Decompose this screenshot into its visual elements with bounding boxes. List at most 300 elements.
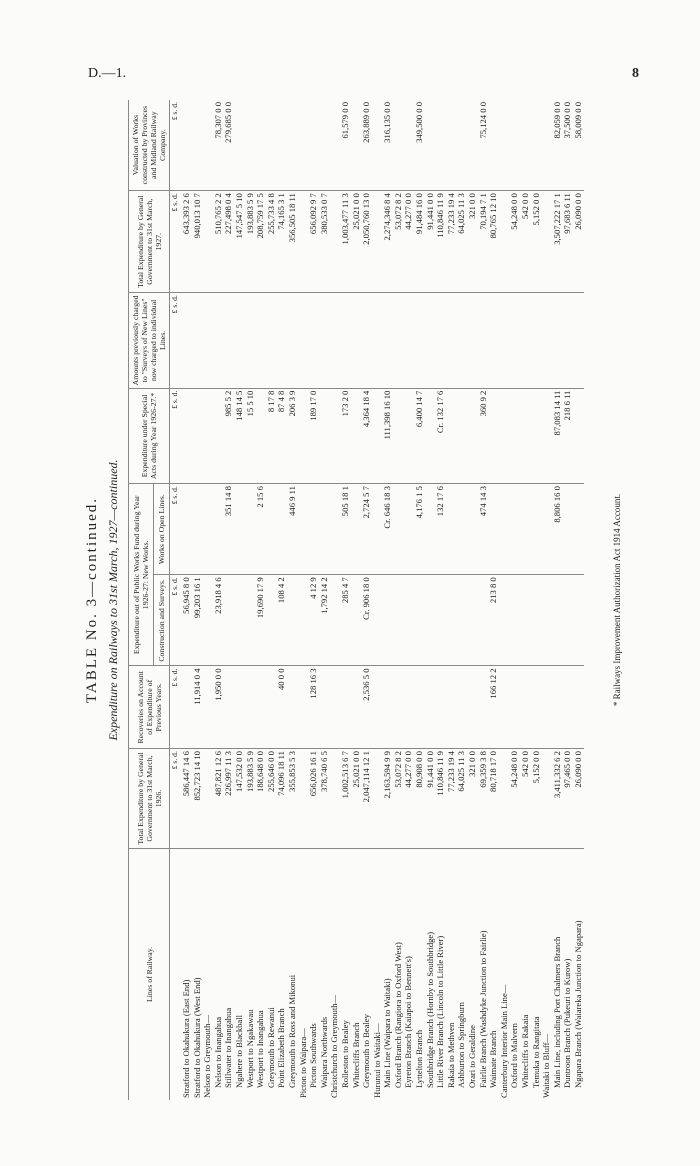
- railway-line-label: Stratford to Okahukura (West End): [191, 977, 202, 1098]
- cell-construction: [403, 575, 414, 666]
- cell-total-1927: 227,498 0 4: [223, 191, 234, 293]
- table-row: [531, 100, 542, 1100]
- cell-works-open: Cr. 646 18 3: [382, 484, 393, 575]
- cell-works-open: [213, 484, 224, 575]
- cell-valuation: [403, 100, 414, 191]
- col-recoveries: Recoveries on Account of Expenditure of Previous Years.: [129, 666, 170, 749]
- cell-works-open: [372, 484, 383, 575]
- table-row: [478, 100, 489, 1100]
- cell-charged: [245, 293, 256, 388]
- cell-recoveries: [552, 666, 563, 749]
- cell-charged: [382, 293, 393, 388]
- page-number: 8: [632, 66, 639, 81]
- cell-valuation: [531, 100, 542, 191]
- cell-total-1926: [499, 749, 510, 849]
- cell-total-1926: 1,002,513 6 7: [340, 749, 351, 849]
- cell-special: [181, 388, 192, 483]
- cell-construction: [245, 575, 256, 666]
- cell-recoveries: [202, 666, 213, 749]
- cell-total-1927: 2,274,346 8 4: [382, 191, 393, 293]
- cell-total-1927: [372, 191, 383, 293]
- cell-valuation: [541, 100, 552, 191]
- units-row: [170, 100, 182, 1100]
- cell-special: [351, 388, 362, 483]
- table-title: TABLE No. 3—continued.: [84, 496, 100, 704]
- cell-construction: [541, 575, 552, 666]
- col-special: Expenditure under Special Acts during Year 1926-27.*: [129, 388, 170, 483]
- cell-construction: [382, 575, 393, 666]
- footnote: * Railways Improvement Authorization Act 1914 Account.: [612, 493, 622, 707]
- railway-line-label: Duntroon Branch (Pukeuri to Kurow): [562, 958, 573, 1088]
- cell-works-open: [234, 484, 245, 575]
- railway-line-label: Nelson to Greymouth—: [202, 1014, 213, 1098]
- cell-total-1926: 188,648 0 0: [255, 749, 266, 849]
- railway-line-label: Ngapara Branch (Waiareka Junction to Ngapara): [572, 920, 583, 1088]
- page-reference: D.—1.: [88, 66, 127, 81]
- cell-construction: [520, 575, 531, 666]
- cell-works-open: [308, 484, 319, 575]
- cell-recoveries: [509, 666, 520, 749]
- cell-works-open: [488, 484, 499, 575]
- cell-construction: 4 12 9: [308, 575, 319, 666]
- cell-total-1926: 193,883 5 9: [245, 749, 256, 849]
- cell-charged: [573, 293, 584, 388]
- units-label: £ s. d.: [170, 484, 182, 575]
- cell-construction: 56,945 8 0: [181, 575, 192, 666]
- cell-special: [403, 388, 414, 483]
- cell-total-1927: [499, 191, 510, 293]
- table-row: [276, 100, 287, 1100]
- cell-valuation: [351, 100, 362, 191]
- railway-line-label: Rakaia to Methven: [445, 1022, 456, 1088]
- railway-line-label: Point Elizabeth Branch: [276, 1008, 287, 1088]
- railway-line-label: Oxford Branch (Rangiora to Oxford West): [392, 942, 403, 1088]
- table-row: [255, 100, 266, 1100]
- cell-works-open: 474 14 3: [478, 484, 489, 575]
- table-row: [351, 100, 362, 1100]
- railway-line-label: Waimate Branch: [488, 1030, 499, 1088]
- cell-construction: [298, 575, 309, 666]
- cell-total-1927: 147,547 5 10: [234, 191, 245, 293]
- railway-line-label: Picton to Waipara—: [297, 1028, 308, 1098]
- cell-total-1926: 3,411,332 6 2: [552, 749, 563, 849]
- cell-total-1927: 53,072 8 2: [393, 191, 404, 293]
- cell-total-1927: 97,683 6 11: [562, 191, 573, 293]
- cell-recoveries: [181, 666, 192, 749]
- cell-special: [393, 388, 404, 483]
- cell-total-1926: 586,447 14 6: [181, 749, 192, 849]
- cell-total-1926: [202, 749, 213, 849]
- cell-charged: [255, 293, 266, 388]
- cell-construction: [531, 575, 542, 666]
- cell-total-1927: 3,507,222 17 1: [552, 191, 563, 293]
- cell-recoveries: [425, 666, 436, 749]
- railway-line-label: Greymouth to Bealey: [361, 1014, 372, 1088]
- cell-total-1927: 643,393 2 6: [181, 191, 192, 293]
- cell-special: [456, 388, 467, 483]
- cell-recoveries: 1,950 0 0: [213, 666, 224, 749]
- cell-charged: [414, 293, 425, 388]
- cell-works-open: [425, 484, 436, 575]
- col-lines: Lines of Railway.: [129, 848, 170, 1100]
- cell-valuation: [520, 100, 531, 191]
- railway-line-label: Whitecliffs Branch: [350, 1022, 361, 1088]
- cell-total-1926: 5,152 0 0: [531, 749, 542, 849]
- cell-works-open: [192, 484, 203, 575]
- table-row: [245, 100, 256, 1100]
- cell-works-open: 4,176 1 5: [414, 484, 425, 575]
- cell-recoveries: [456, 666, 467, 749]
- cell-charged: [298, 293, 309, 388]
- cell-total-1927: 77,233 19 4: [446, 191, 457, 293]
- units-label: £ s. d.: [170, 749, 182, 849]
- cell-total-1926: 53,072 8 2: [393, 749, 404, 849]
- cell-total-1926: 80,908 0 0: [414, 749, 425, 849]
- cell-special: 148 14 5: [234, 388, 245, 483]
- table-row: [202, 100, 213, 1100]
- expenditure-table: [128, 100, 584, 1100]
- cell-construction: [573, 575, 584, 666]
- cell-total-1927: 91,441 0 0: [425, 191, 436, 293]
- cell-works-open: [393, 484, 404, 575]
- cell-total-1926: 25,021 0 0: [351, 749, 362, 849]
- cell-valuation: [329, 100, 340, 191]
- cell-special: 15 5 10: [245, 388, 256, 483]
- cell-works-open: 505 18 1: [340, 484, 351, 575]
- cell-construction: [234, 575, 245, 666]
- table-row: [329, 100, 340, 1100]
- units-label: £ s. d.: [170, 293, 182, 388]
- cell-recoveries: [319, 666, 330, 749]
- cell-valuation: [192, 100, 203, 191]
- cell-charged: [181, 293, 192, 388]
- cell-works-open: [562, 484, 573, 575]
- cell-charged: [456, 293, 467, 388]
- cell-recoveries: [499, 666, 510, 749]
- cell-valuation: [319, 100, 330, 191]
- cell-total-1926: 378,740 6 5: [319, 749, 330, 849]
- cell-total-1927: [298, 191, 309, 293]
- cell-valuation: [287, 100, 298, 191]
- table-row: [393, 100, 404, 1100]
- cell-works-open: [446, 484, 457, 575]
- cell-charged: [541, 293, 552, 388]
- cell-valuation: 316,135 0 0: [382, 100, 393, 191]
- cell-charged: [531, 293, 542, 388]
- col-construction: Construction and Surveys.: [154, 575, 170, 666]
- units-label: £ s. d.: [170, 575, 182, 666]
- cell-recoveries: [255, 666, 266, 749]
- cell-special: [213, 388, 224, 483]
- cell-total-1926: 147,532 0 0: [234, 749, 245, 849]
- cell-total-1927: [202, 191, 213, 293]
- cell-total-1927: 356,505 18 11: [287, 191, 298, 293]
- cell-construction: [425, 575, 436, 666]
- table-row: [488, 100, 499, 1100]
- cell-recoveries: [340, 666, 351, 749]
- cell-charged: [213, 293, 224, 388]
- cell-total-1926: 97,465 0 0: [562, 749, 573, 849]
- cell-total-1926: 542 0 0: [520, 749, 531, 849]
- cell-recoveries: [372, 666, 383, 749]
- cell-recoveries: [562, 666, 573, 749]
- cell-recoveries: [446, 666, 457, 749]
- cell-recoveries: [541, 666, 552, 749]
- cell-construction: [351, 575, 362, 666]
- cell-charged: [372, 293, 383, 388]
- cell-recoveries: [223, 666, 234, 749]
- cell-charged: [467, 293, 478, 388]
- cell-works-open: [456, 484, 467, 575]
- cell-valuation: [298, 100, 309, 191]
- cell-total-1927: 656,092 9 7: [308, 191, 319, 293]
- cell-construction: 23,918 4 6: [213, 575, 224, 666]
- cell-works-open: [319, 484, 330, 575]
- table-row: [192, 100, 203, 1100]
- cell-special: 173 2 0: [340, 388, 351, 483]
- cell-total-1927: 110,846 11 9: [435, 191, 446, 293]
- table-subtitle: Expenditure on Railways to 31st March, 1927—continued.: [106, 459, 120, 741]
- cell-special: [541, 388, 552, 483]
- cell-recoveries: [403, 666, 414, 749]
- cell-total-1926: 110,846 11 9: [435, 749, 446, 849]
- cell-charged: [499, 293, 510, 388]
- cell-charged: [329, 293, 340, 388]
- cell-works-open: [531, 484, 542, 575]
- cell-works-open: [520, 484, 531, 575]
- table-row: [456, 100, 467, 1100]
- railway-line-label: Stratford to Okahukura (East End): [181, 979, 191, 1098]
- cell-construction: 99,203 16 1: [192, 575, 203, 666]
- cell-total-1927: 208,759 17 5: [255, 191, 266, 293]
- cell-total-1927: 25,021 0 0: [351, 191, 362, 293]
- units-label: £ s. d.: [170, 100, 182, 191]
- cell-special: [488, 388, 499, 483]
- cell-charged: [403, 293, 414, 388]
- cell-construction: [552, 575, 563, 666]
- cell-total-1927: 321 0 0: [467, 191, 478, 293]
- cell-total-1927: 542 0 0: [520, 191, 531, 293]
- cell-works-open: 132 17 6: [435, 484, 446, 575]
- cell-charged: [361, 293, 372, 388]
- cell-total-1926: 54,248 0 0: [509, 749, 520, 849]
- col-total-1926: Total Expenditure by General Government to 31st March, 1926.: [129, 749, 170, 849]
- table-row: [446, 100, 457, 1100]
- cell-special: 4,364 18 4: [361, 388, 372, 483]
- cell-charged: [446, 293, 457, 388]
- cell-total-1927: 380,533 0 7: [319, 191, 330, 293]
- cell-charged: [351, 293, 362, 388]
- cell-special: 87,083 14 11: [552, 388, 563, 483]
- cell-total-1927: 26,090 0 0: [573, 191, 584, 293]
- cell-recoveries: 11,914 0 4: [192, 666, 203, 749]
- cell-special: 206 3 9: [287, 388, 298, 483]
- railway-line-label: Eyreton Branch (Kaiapoi to Bennett's): [403, 956, 414, 1088]
- cell-recoveries: [245, 666, 256, 749]
- table-row: [287, 100, 298, 1100]
- cell-construction: [499, 575, 510, 666]
- cell-recoveries: [414, 666, 425, 749]
- cell-special: 189 17 0: [308, 388, 319, 483]
- railway-line-label: Little River Branch (Lincoln to Little River): [435, 935, 446, 1088]
- cell-works-open: 446 9 11: [287, 484, 298, 575]
- table-row: [435, 100, 446, 1100]
- cell-charged: [192, 293, 203, 388]
- cell-construction: [509, 575, 520, 666]
- cell-recoveries: 128 16 3: [308, 666, 319, 749]
- cell-valuation: 58,009 0 0: [573, 100, 584, 191]
- cell-recoveries: [467, 666, 478, 749]
- cell-works-open: [467, 484, 478, 575]
- cell-valuation: 263,889 0 0: [361, 100, 372, 191]
- cell-charged: [223, 293, 234, 388]
- cell-works-open: [202, 484, 213, 575]
- cell-total-1927: [541, 191, 552, 293]
- cell-valuation: [393, 100, 404, 191]
- table-row: [509, 100, 520, 1100]
- cell-special: [446, 388, 457, 483]
- cell-total-1926: 226,997 11 3: [223, 749, 234, 849]
- cell-valuation: [245, 100, 256, 191]
- cell-total-1926: 852,723 14 10: [192, 749, 203, 849]
- cell-total-1926: 656,026 16 1: [308, 749, 319, 849]
- cell-special: [202, 388, 213, 483]
- cell-charged: [266, 293, 277, 388]
- cell-charged: [287, 293, 298, 388]
- cell-works-open: [276, 484, 287, 575]
- cell-charged: [478, 293, 489, 388]
- cell-recoveries: [393, 666, 404, 749]
- cell-valuation: [308, 100, 319, 191]
- cell-valuation: [202, 100, 213, 191]
- table-body: [170, 100, 584, 1100]
- cell-total-1927: 91,484 16 0: [414, 191, 425, 293]
- cell-construction: 213 8 0: [488, 575, 499, 666]
- cell-total-1926: 321 0 0: [467, 749, 478, 849]
- cell-works-open: 351 14 8: [223, 484, 234, 575]
- railway-line-label: Greymouth to Ross and Mikonui: [286, 974, 297, 1088]
- cell-special: 6,400 14 7: [414, 388, 425, 483]
- cell-valuation: 61,579 0 0: [340, 100, 351, 191]
- cell-total-1926: 69,359 3 8: [478, 749, 489, 849]
- cell-charged: [520, 293, 531, 388]
- cell-special: [509, 388, 520, 483]
- cell-works-open: [351, 484, 362, 575]
- cell-total-1927: 54,248 0 0: [509, 191, 520, 293]
- railway-line-label: Main Line (Waipara to Waitaki): [382, 978, 393, 1088]
- col-total-1927: Total Expenditure by General Government to 31st March, 1927.: [129, 191, 170, 293]
- cell-construction: [467, 575, 478, 666]
- table-row: [425, 100, 436, 1100]
- col-valuation: Valuation of Works constructed by Provinces and Midland Railway Company.: [129, 100, 170, 191]
- cell-construction: [393, 575, 404, 666]
- cell-special: Cr. 132 17 6: [435, 388, 446, 483]
- table-row: [213, 100, 224, 1100]
- cell-construction: 108 4 2: [276, 575, 287, 666]
- cell-recoveries: [329, 666, 340, 749]
- cell-charged: [509, 293, 520, 388]
- table-row: [372, 100, 383, 1100]
- cell-recoveries: 40 0 0: [276, 666, 287, 749]
- cell-works-open: [509, 484, 520, 575]
- cell-construction: [446, 575, 457, 666]
- cell-works-open: [181, 484, 192, 575]
- cell-special: [298, 388, 309, 483]
- railway-line-label: Waipara Northwards: [318, 1016, 329, 1088]
- cell-valuation: [488, 100, 499, 191]
- cell-valuation: [446, 100, 457, 191]
- cell-charged: [276, 293, 287, 388]
- cell-valuation: [276, 100, 287, 191]
- railway-line-label: Stillwater to Inangahua: [223, 1007, 234, 1088]
- cell-total-1926: 77,233 19 4: [446, 749, 457, 849]
- cell-special: [573, 388, 584, 483]
- cell-recoveries: [287, 666, 298, 749]
- cell-charged: [319, 293, 330, 388]
- cell-construction: [287, 575, 298, 666]
- cell-total-1927: 80,765 12 10: [488, 191, 499, 293]
- table-row: [308, 100, 319, 1100]
- cell-special: 218 6 11: [562, 388, 573, 483]
- cell-recoveries: [234, 666, 245, 749]
- railway-line-label: Orari to Geraldine: [467, 1025, 478, 1088]
- cell-charged: [234, 293, 245, 388]
- cell-total-1926: 44,277 0 0: [403, 749, 414, 849]
- table-row: [562, 100, 573, 1100]
- cell-total-1926: 74,096 18 11: [276, 749, 287, 849]
- cell-total-1926: [298, 749, 309, 849]
- cell-total-1926: 487,821 12 6: [213, 749, 224, 849]
- cell-valuation: [467, 100, 478, 191]
- cell-special: [329, 388, 340, 483]
- cell-construction: [414, 575, 425, 666]
- table-row: [298, 100, 309, 1100]
- cell-recoveries: [520, 666, 531, 749]
- railway-line-label: Christchurch to Greymouth—: [329, 994, 340, 1098]
- cell-recoveries: [351, 666, 362, 749]
- railway-line-label: Nelson to Inangahua: [212, 1016, 223, 1088]
- cell-charged: [488, 293, 499, 388]
- table-row: [223, 100, 234, 1100]
- cell-special: [425, 388, 436, 483]
- cell-valuation: [509, 100, 520, 191]
- cell-total-1926: 355,853 5 3: [287, 749, 298, 849]
- railway-line-label: Westport to Ngakawau: [244, 1009, 255, 1088]
- cell-construction: [456, 575, 467, 666]
- cell-total-1927: 70,194 7 1: [478, 191, 489, 293]
- cell-valuation: [266, 100, 277, 191]
- cell-total-1927: 1,003,477 11 3: [340, 191, 351, 293]
- table-row: [234, 100, 245, 1100]
- cell-valuation: 82,059 0 0: [552, 100, 563, 191]
- units-label: £ s. d.: [170, 191, 182, 293]
- col-pwf-group: Expenditure out of Public Works Fund during Year 1926-27: New Works.: [129, 484, 154, 666]
- cell-recoveries: [435, 666, 446, 749]
- cell-valuation: [456, 100, 467, 191]
- cell-special: [520, 388, 531, 483]
- cell-construction: 1,792 14 2: [319, 575, 330, 666]
- cell-construction: 19,690 17 9: [255, 575, 266, 666]
- units-label: £ s. d.: [170, 666, 182, 749]
- cell-total-1927: 44,277 0 0: [403, 191, 414, 293]
- table-row: [340, 100, 351, 1100]
- cell-construction: [223, 575, 234, 666]
- cell-recoveries: 2,536 5 0: [361, 666, 372, 749]
- table-row: [319, 100, 330, 1100]
- cell-total-1927: 193,883 5 9: [245, 191, 256, 293]
- railway-line-label: Greymouth to Rewanui: [265, 1007, 276, 1088]
- cell-total-1927: [329, 191, 340, 293]
